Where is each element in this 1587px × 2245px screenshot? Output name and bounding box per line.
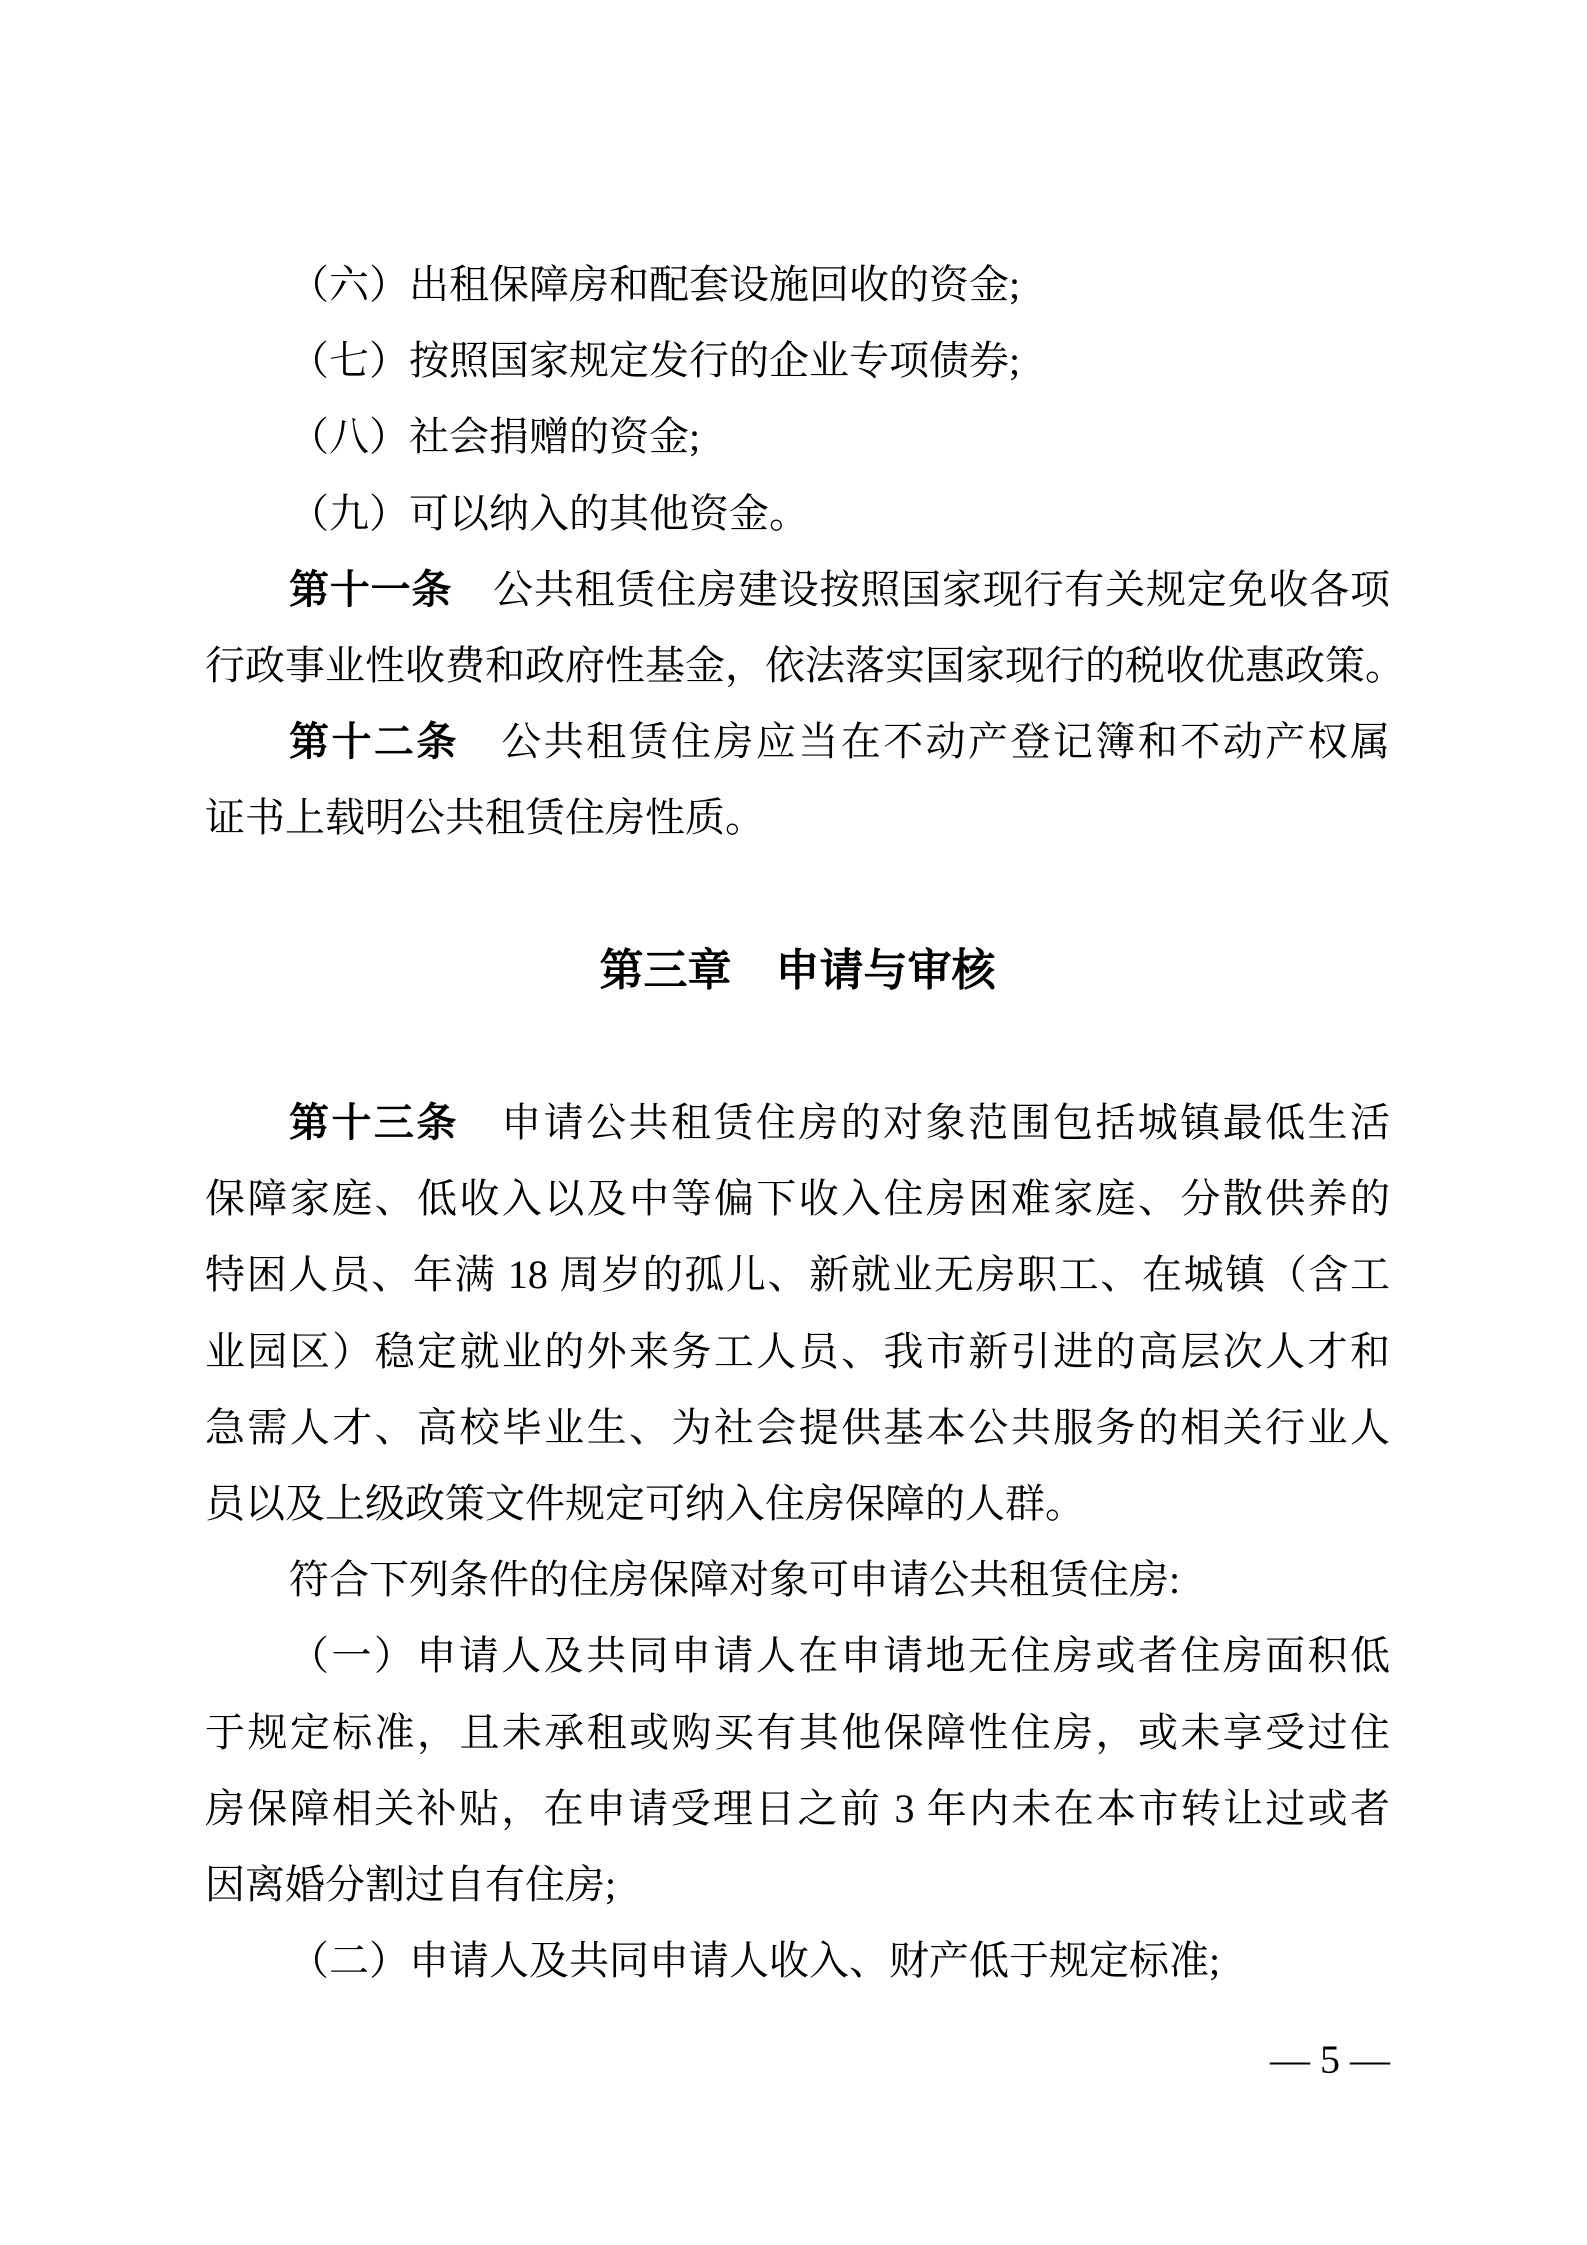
doc-line: 保障家庭、低收入以及中等偏下收入住房困难家庭、分散供养的 bbox=[205, 1176, 1390, 1222]
page-number: — 5 — bbox=[1270, 2037, 1390, 2082]
doc-line: 证书上载明公共租赁住房性质。 bbox=[205, 795, 765, 841]
doc-line: 于规定标准，且未承租或购买有其他保障性住房，或未享受过住 bbox=[205, 1709, 1390, 1755]
doc-line: （九）可以纳入的其他资金。 bbox=[289, 490, 809, 536]
line-text: 公共租赁住房应当在不动产登记簿和不动产权属 bbox=[458, 719, 1391, 765]
doc-line: （八）社会捐赠的资金; bbox=[289, 414, 701, 460]
doc-line: （二）申请人及共同申请人收入、财产低于规定标准; bbox=[289, 1938, 1221, 1984]
doc-line: 急需人才、高校毕业生、为社会提供基本公共服务的相关行业人 bbox=[205, 1404, 1390, 1450]
doc-line: 因离婚分割过自有住房; bbox=[205, 1861, 617, 1907]
line-text: 公共租赁住房建设按照国家现行有关规定免收各项 bbox=[452, 566, 1391, 612]
chapter-heading: 第三章 申请与审核 bbox=[599, 945, 996, 995]
blank-line bbox=[205, 1009, 1390, 1085]
article-line bbox=[205, 1085, 1390, 1161]
doc-line: （七）按照国家规定发行的企业专项债券; bbox=[289, 338, 1021, 384]
article-line bbox=[205, 552, 1390, 628]
article-number: 第十一条 bbox=[289, 566, 453, 612]
doc-line: （六）出租保障房和配套设施回收的资金; bbox=[289, 262, 1021, 307]
doc-line: 房保障相关补贴，在申请受理日之前 3 年内未在本市转让过或者 bbox=[205, 1785, 1390, 1831]
doc-line: 特困人员、年满 18 周岁的孤儿、新就业无房职工、在城镇（含工 bbox=[205, 1252, 1390, 1298]
document-body bbox=[205, 247, 1405, 1999]
doc-line: 行政事业性收费和政府性基金，依法落实国家现行的税收优惠政策。 bbox=[205, 642, 1405, 688]
line-text: 申请公共租赁住房的对象范围包括城镇最低生活 bbox=[458, 1100, 1391, 1146]
doc-line: 员以及上级政策文件规定可纳入住房保障的人群。 bbox=[205, 1481, 1085, 1526]
article-number: 第十三条 bbox=[289, 1100, 459, 1146]
doc-line: 符合下列条件的住房保障对象可申请公共租赁住房: bbox=[289, 1557, 1181, 1603]
doc-line: 业园区）稳定就业的外来务工人员、我市新引进的高层次人才和 bbox=[205, 1328, 1390, 1374]
blank-line bbox=[205, 857, 1390, 933]
article-number: 第十二条 bbox=[289, 719, 459, 765]
doc-line: （一）申请人及共同申请人在申请地无住房或者住房面积低 bbox=[289, 1633, 1390, 1679]
article-line bbox=[205, 704, 1390, 780]
